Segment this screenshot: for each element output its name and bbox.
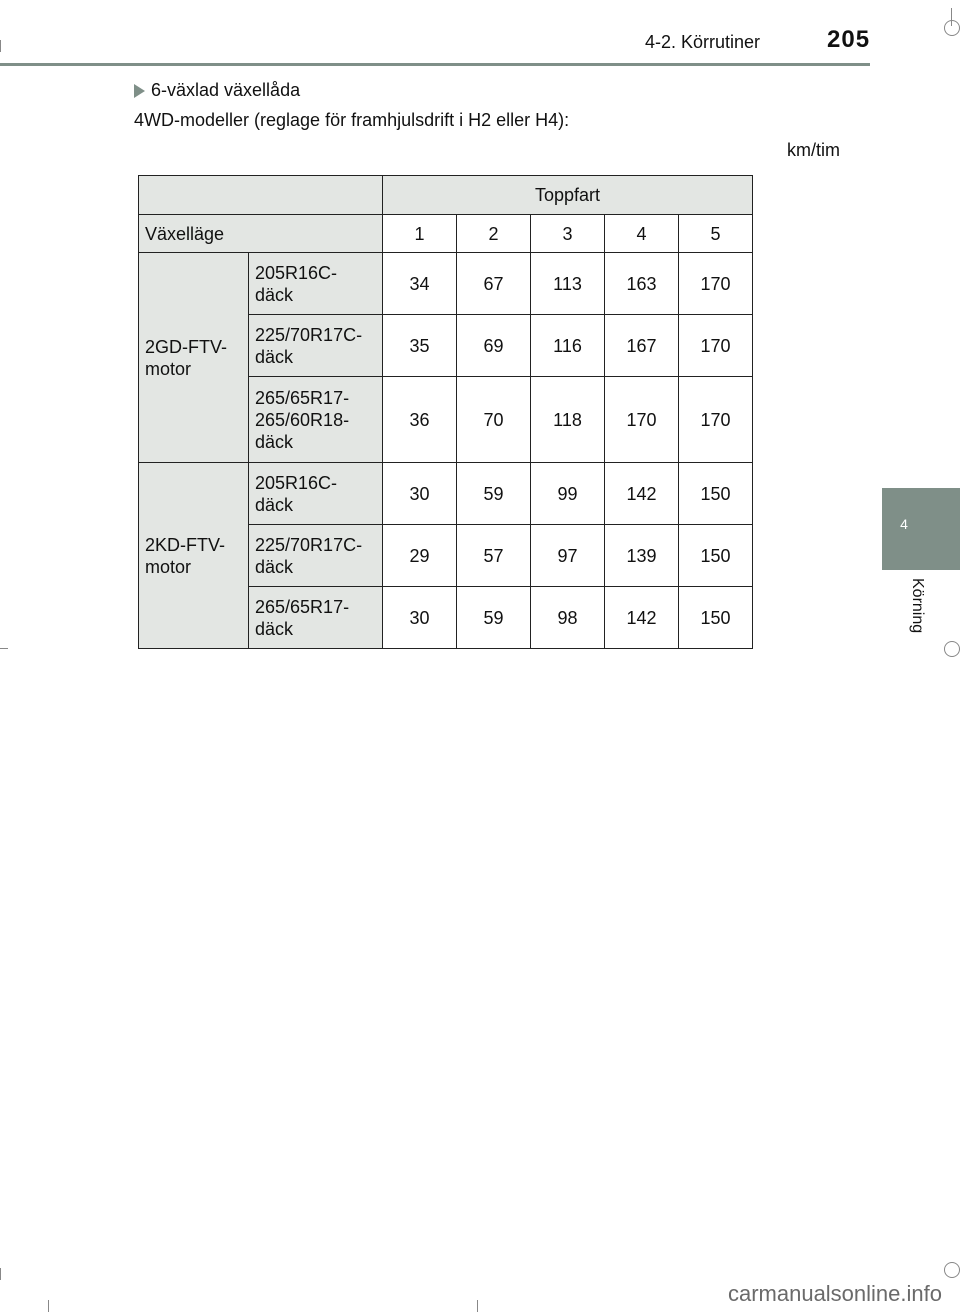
bullet-heading — [134, 80, 300, 101]
speed-value-cell: 150 — [679, 525, 753, 587]
crop-mark — [0, 1268, 1, 1280]
crop-mark — [477, 1300, 478, 1312]
top-speed-header: Toppfart — [383, 176, 753, 215]
registration-mark-icon — [944, 20, 960, 36]
gear-number: 2 — [457, 215, 531, 253]
speed-value-cell: 170 — [679, 253, 753, 315]
table-header-row — [139, 176, 753, 215]
bullet-text: 6-växlad växellåda — [151, 80, 301, 100]
speed-value-cell: 150 — [679, 463, 753, 525]
tire-cell: 265/65R17- däck — [249, 587, 383, 649]
speed-value-cell: 70 — [457, 377, 531, 463]
gear-label: Växelläge — [139, 215, 383, 253]
engine-cell: 2GD-FTV- motor — [139, 253, 249, 463]
tire-cell: 225/70R17C- däck — [249, 315, 383, 377]
chapter-label: Körning — [909, 578, 926, 634]
gear-number: 4 — [605, 215, 679, 253]
top-speed-table — [138, 175, 753, 649]
registration-mark-icon — [944, 1262, 960, 1278]
speed-value-cell: 36 — [383, 377, 457, 463]
speed-value-cell: 163 — [605, 253, 679, 315]
header-blank-cell — [139, 176, 383, 215]
crop-mark — [48, 1300, 49, 1312]
speed-value-cell: 139 — [605, 525, 679, 587]
chapter-tab[interactable] — [882, 488, 960, 570]
crop-mark — [0, 40, 1, 52]
section-title: 4-2. Körrutiner — [645, 32, 761, 52]
speed-value-cell: 170 — [679, 315, 753, 377]
speed-value-cell: 142 — [605, 587, 679, 649]
speed-value-cell: 30 — [383, 463, 457, 525]
gear-number: 5 — [679, 215, 753, 253]
speed-value-cell: 170 — [679, 377, 753, 463]
intro-text: 4WD-modeller (reglage för framhjulsdrift i H2 eller H4): — [134, 110, 570, 130]
speed-value-cell: 150 — [679, 587, 753, 649]
watermark: carmanualsonline.info — [727, 1281, 942, 1306]
speed-value-cell: 97 — [531, 525, 605, 587]
triangle-bullet-icon — [134, 84, 145, 98]
crop-mark — [0, 648, 8, 649]
speed-value-cell: 142 — [605, 463, 679, 525]
tire-cell: 205R16C- däck — [249, 253, 383, 315]
speed-value-cell: 98 — [531, 587, 605, 649]
speed-value-cell: 118 — [531, 377, 605, 463]
speed-value-cell: 59 — [457, 463, 531, 525]
page-number: 205 — [827, 26, 871, 53]
table-row — [139, 253, 753, 315]
table-row — [139, 463, 753, 525]
speed-value-cell: 99 — [531, 463, 605, 525]
speed-value-cell: 34 — [383, 253, 457, 315]
registration-mark-icon — [944, 641, 960, 657]
header-divider — [0, 63, 870, 66]
speed-value-cell: 167 — [605, 315, 679, 377]
unit-label: km/tim — [787, 140, 840, 160]
speed-value-cell: 30 — [383, 587, 457, 649]
speed-value-cell: 67 — [457, 253, 531, 315]
chapter-number: 4 — [900, 516, 908, 532]
speed-value-cell: 116 — [531, 315, 605, 377]
tire-cell: 205R16C- däck — [249, 463, 383, 525]
gear-row — [139, 215, 753, 253]
tire-cell: 225/70R17C- däck — [249, 525, 383, 587]
speed-value-cell: 29 — [383, 525, 457, 587]
gear-number: 3 — [531, 215, 605, 253]
gear-number: 1 — [383, 215, 457, 253]
tire-cell: 265/65R17- 265/60R18- däck — [249, 377, 383, 463]
speed-value-cell: 113 — [531, 253, 605, 315]
engine-cell: 2KD-FTV- motor — [139, 463, 249, 649]
speed-value-cell: 35 — [383, 315, 457, 377]
speed-value-cell: 57 — [457, 525, 531, 587]
speed-value-cell: 170 — [605, 377, 679, 463]
speed-value-cell: 59 — [457, 587, 531, 649]
speed-value-cell: 69 — [457, 315, 531, 377]
